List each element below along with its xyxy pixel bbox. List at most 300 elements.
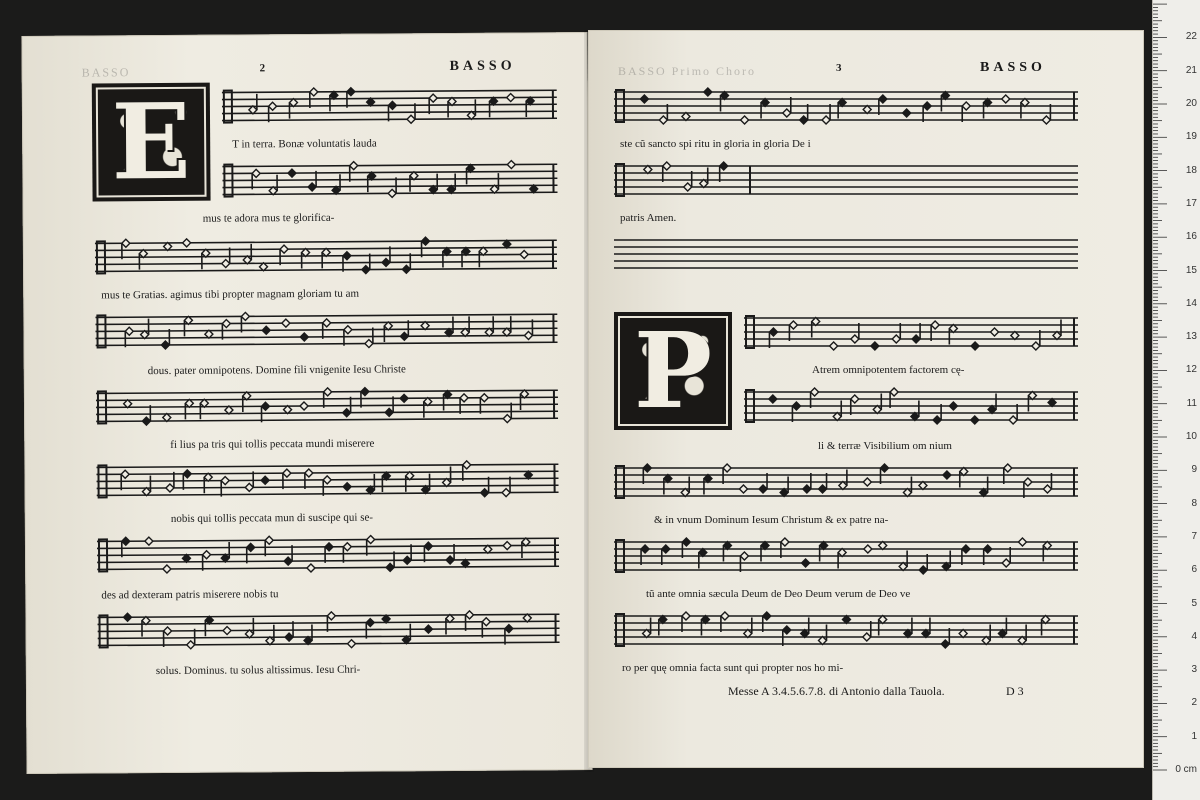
ruler-label: 19	[1185, 131, 1197, 143]
staff-line	[98, 642, 560, 645]
note	[783, 97, 791, 117]
note	[1053, 320, 1061, 340]
note	[721, 92, 729, 112]
note	[443, 466, 451, 486]
note	[863, 621, 871, 641]
note	[503, 316, 511, 336]
note	[249, 94, 257, 114]
music-staff	[614, 536, 1078, 578]
note	[368, 172, 376, 192]
note	[684, 171, 692, 191]
staff-line	[97, 552, 559, 555]
note	[643, 618, 651, 638]
note	[307, 564, 315, 572]
note	[124, 613, 132, 621]
note	[682, 612, 690, 632]
ruler-label: 4	[1191, 630, 1197, 642]
note	[489, 97, 497, 117]
lyric-line: dous. pater omnipotens. Domine fili vnigenite Iesu Christe	[147, 363, 406, 378]
note	[811, 388, 819, 408]
note	[879, 95, 887, 115]
note	[904, 618, 912, 638]
note	[221, 477, 229, 497]
note	[183, 470, 191, 490]
music-staff	[95, 308, 557, 353]
note	[402, 624, 410, 644]
music-staff	[95, 234, 557, 279]
note	[998, 618, 1006, 638]
note	[971, 342, 979, 350]
note	[243, 392, 251, 412]
note	[903, 109, 911, 117]
lyric-line: fi lius pa tris qui tollis peccata mundi miserere	[170, 437, 375, 451]
note	[1002, 95, 1010, 103]
note	[704, 88, 712, 96]
note	[851, 395, 859, 415]
note	[881, 464, 889, 484]
note	[327, 612, 335, 632]
note	[323, 476, 331, 496]
note	[463, 461, 471, 481]
music-staff	[97, 608, 559, 653]
note	[406, 472, 414, 492]
note	[942, 551, 950, 571]
note	[261, 402, 269, 422]
note	[526, 97, 534, 117]
note	[520, 390, 528, 410]
staff-line	[96, 404, 558, 407]
note	[971, 416, 979, 424]
note	[744, 618, 752, 638]
ruler-label: 8	[1191, 497, 1197, 509]
note	[324, 388, 332, 408]
note	[447, 173, 455, 193]
note	[122, 239, 130, 259]
note	[763, 612, 771, 632]
note	[1042, 104, 1050, 124]
note	[701, 616, 709, 636]
lyric-line: mus te adora mus te glorifica-	[202, 211, 335, 225]
note	[200, 399, 208, 419]
note	[741, 116, 749, 124]
note	[422, 474, 430, 494]
note	[485, 316, 493, 336]
staff-line	[222, 178, 557, 180]
note	[700, 168, 708, 188]
note	[429, 94, 437, 114]
note	[269, 175, 277, 195]
note	[325, 543, 333, 563]
note	[245, 618, 253, 638]
lyric-line: ste cũ sancto spi ritu in gloria in gloria De i	[620, 138, 811, 150]
empty-music-staff	[614, 234, 1078, 276]
note	[410, 172, 418, 192]
note	[348, 640, 356, 648]
note	[503, 403, 511, 423]
note	[448, 97, 456, 117]
lyric-line: nobis qui tollis peccata mun di suscipe qui se-	[170, 511, 374, 525]
note	[524, 319, 532, 339]
note	[723, 464, 731, 484]
note	[899, 551, 907, 571]
note	[759, 473, 767, 493]
note	[400, 394, 408, 402]
ruler-label: 6	[1191, 564, 1197, 576]
note	[720, 162, 728, 182]
note	[366, 474, 374, 494]
lyric-line: tũ ante omnia sæcula Deum de Deo Deum verum de Deo ve	[646, 588, 911, 600]
note	[789, 321, 797, 341]
note	[304, 624, 312, 644]
lyric-line: patris Amen.	[620, 212, 677, 224]
note	[330, 91, 338, 111]
note	[863, 478, 871, 486]
ruler-label: 1	[1191, 730, 1197, 742]
note	[284, 545, 292, 565]
note	[322, 248, 330, 268]
note	[202, 249, 210, 269]
ruler-label: 12	[1185, 364, 1197, 376]
note	[962, 545, 970, 565]
note	[721, 612, 729, 632]
decorated-initial	[92, 79, 211, 204]
music-staff	[222, 158, 557, 202]
note	[407, 103, 415, 123]
note	[142, 476, 150, 496]
note	[310, 88, 318, 108]
note	[382, 472, 390, 492]
note	[289, 99, 297, 119]
staff-line	[97, 538, 559, 541]
note	[222, 248, 230, 268]
note	[911, 401, 919, 421]
music-staff	[614, 610, 1078, 652]
note	[462, 247, 470, 267]
note	[761, 542, 769, 562]
note	[641, 545, 649, 565]
note	[400, 320, 408, 340]
note	[662, 545, 670, 565]
music-staff	[96, 384, 558, 429]
note	[386, 551, 394, 571]
lyric-line: & in vnum Dominum Iesum Christum & ex patre na-	[654, 514, 889, 526]
note	[1004, 464, 1012, 484]
note	[663, 162, 671, 182]
note	[838, 549, 846, 569]
note	[781, 538, 789, 558]
staff-line	[95, 240, 557, 243]
staff-line	[222, 171, 557, 173]
note	[245, 471, 253, 491]
ruler-label: 5	[1191, 597, 1197, 609]
note	[659, 616, 667, 636]
ruler-label: 10	[1185, 431, 1197, 442]
note	[183, 239, 191, 247]
ruler-label: 7	[1191, 530, 1197, 542]
note	[139, 250, 147, 270]
note	[820, 542, 828, 562]
note	[460, 394, 468, 414]
note	[203, 551, 211, 571]
note	[366, 619, 374, 639]
note	[461, 316, 469, 336]
note	[919, 554, 927, 574]
bleed-through-text: BASSO	[81, 65, 131, 80]
note	[288, 169, 296, 177]
note	[247, 543, 255, 563]
note	[838, 99, 846, 119]
note	[443, 390, 451, 410]
note	[266, 625, 274, 645]
note	[142, 617, 150, 637]
note	[480, 394, 488, 414]
ruler-label: 17	[1185, 197, 1197, 209]
note	[332, 174, 340, 194]
lyric-line: ro per quę omnia facta sunt qui propter nos ho mi-	[622, 662, 844, 674]
note	[960, 468, 968, 488]
note	[465, 611, 473, 631]
note	[682, 538, 690, 558]
note	[931, 321, 939, 341]
staff-line	[95, 261, 557, 264]
note	[980, 477, 988, 497]
note	[243, 244, 251, 264]
note	[892, 323, 900, 343]
note	[365, 328, 373, 348]
note	[1043, 473, 1051, 493]
note	[769, 328, 777, 348]
note	[445, 316, 453, 336]
staff-line	[222, 118, 557, 120]
bleed-through-text: BASSO Primo Choro	[618, 64, 757, 78]
note	[740, 552, 748, 572]
note	[520, 250, 528, 258]
note	[839, 470, 847, 490]
page-number: 2	[259, 62, 266, 75]
note	[424, 398, 432, 418]
note	[640, 95, 648, 103]
ruler-label: 9	[1191, 464, 1197, 476]
note	[871, 342, 879, 350]
note	[361, 388, 369, 408]
note	[184, 316, 192, 336]
note	[502, 477, 510, 497]
note	[141, 319, 149, 339]
note	[1024, 478, 1032, 498]
note	[922, 618, 930, 638]
lyric-line: Atrem omnipotentem factorem cę-	[812, 364, 965, 376]
lyric-line: solus. Dominus. tu solus altissimus. Iesu Chri-	[155, 663, 361, 678]
note	[122, 537, 130, 557]
note	[205, 616, 213, 636]
lyric-line: des ad dexteram patris miserere nobis tu	[101, 588, 279, 602]
ruler-label: 0 cm	[1175, 764, 1197, 775]
note	[643, 464, 651, 484]
note	[265, 536, 273, 556]
note	[739, 485, 747, 493]
note	[984, 99, 992, 119]
note	[204, 473, 212, 493]
decorated-initial	[614, 309, 732, 432]
note	[343, 252, 351, 272]
note	[1021, 99, 1029, 119]
music-staff	[614, 462, 1078, 504]
note	[343, 483, 351, 491]
signature-mark: D 3	[1006, 684, 1024, 698]
note	[699, 549, 707, 569]
note	[783, 626, 791, 646]
note	[1018, 625, 1026, 645]
note	[302, 248, 310, 268]
note	[121, 470, 129, 490]
page-header: BASSO	[449, 58, 516, 74]
note	[482, 618, 490, 638]
note	[801, 618, 809, 638]
note	[163, 565, 171, 573]
page-number: 3	[836, 62, 842, 74]
note	[269, 102, 277, 122]
page-header: BASSO	[980, 60, 1046, 75]
ruler-label: 2	[1191, 697, 1197, 709]
note	[1009, 404, 1017, 424]
note	[161, 329, 169, 349]
ruler-label: 3	[1191, 664, 1197, 676]
ruler-label: 14	[1185, 297, 1197, 309]
note	[308, 171, 316, 191]
note	[659, 104, 667, 124]
staff-line	[95, 314, 557, 317]
note	[362, 254, 370, 274]
note	[241, 312, 249, 332]
note	[933, 404, 941, 424]
note	[166, 472, 174, 492]
ruler-label: 16	[1185, 231, 1197, 243]
note	[347, 88, 355, 108]
ruler-label: 18	[1185, 164, 1197, 176]
note	[830, 342, 838, 350]
lyric-line: li & terræ Visibilium om nium	[818, 440, 952, 452]
note	[344, 326, 352, 346]
note	[949, 325, 957, 345]
note	[323, 319, 331, 339]
note	[490, 173, 498, 193]
note	[704, 475, 712, 495]
music-staff	[222, 84, 557, 128]
note	[421, 237, 429, 257]
music-staff	[614, 160, 1078, 202]
note	[252, 169, 260, 189]
music-staff	[97, 532, 559, 577]
note	[429, 174, 437, 194]
note	[851, 323, 859, 343]
colophon-footer: Messe A 3.4.5.6.7.8. di Antonio dalla Tauola.	[728, 684, 945, 698]
initial-letter: P	[633, 309, 713, 432]
note	[761, 99, 769, 119]
note	[283, 469, 291, 489]
note	[941, 628, 949, 648]
note	[187, 629, 195, 649]
note	[443, 247, 451, 267]
note	[1032, 330, 1040, 350]
music-staff	[744, 386, 1078, 428]
staff-line	[95, 268, 557, 271]
ruler-label: 22	[1185, 31, 1197, 43]
note	[1002, 547, 1010, 567]
note	[1018, 538, 1026, 546]
note	[664, 475, 672, 495]
note	[890, 388, 898, 408]
note	[300, 333, 308, 341]
note	[923, 102, 931, 122]
note	[481, 477, 489, 497]
note	[145, 537, 153, 545]
note	[949, 402, 957, 410]
note	[262, 326, 270, 334]
note	[941, 92, 949, 112]
staff-line	[97, 559, 559, 562]
note	[285, 621, 293, 641]
note	[822, 104, 830, 124]
note	[343, 543, 351, 563]
note	[382, 246, 390, 266]
note	[819, 473, 827, 493]
music-staff	[744, 312, 1078, 354]
note	[991, 328, 999, 336]
note	[385, 396, 393, 416]
right-page	[588, 30, 1144, 768]
note	[522, 538, 530, 558]
note	[681, 477, 689, 497]
note	[988, 394, 996, 414]
note	[384, 322, 392, 342]
note	[982, 625, 990, 645]
note	[1028, 392, 1036, 412]
note	[222, 320, 230, 340]
note	[723, 542, 731, 562]
music-staff	[614, 86, 1078, 128]
note	[300, 402, 308, 410]
note	[388, 177, 396, 197]
note	[803, 473, 811, 493]
note	[343, 397, 351, 417]
note	[367, 536, 375, 556]
note	[507, 161, 515, 169]
note	[984, 545, 992, 565]
left-page	[21, 32, 592, 774]
note	[903, 477, 911, 497]
note	[800, 104, 808, 124]
note	[1042, 616, 1050, 636]
note	[350, 162, 358, 182]
note	[446, 614, 454, 634]
note	[962, 102, 970, 122]
note	[505, 625, 513, 645]
ruler-label: 15	[1185, 264, 1197, 276]
note	[164, 627, 172, 647]
note	[424, 625, 432, 633]
ruler-label: 21	[1185, 64, 1197, 76]
note	[1043, 542, 1051, 562]
note	[943, 471, 951, 479]
staff-line	[222, 90, 557, 92]
note	[812, 318, 820, 338]
ruler-label: 13	[1185, 331, 1197, 343]
note	[280, 245, 288, 265]
note	[125, 327, 133, 347]
note	[864, 545, 872, 553]
note	[402, 253, 410, 273]
note	[467, 99, 475, 119]
